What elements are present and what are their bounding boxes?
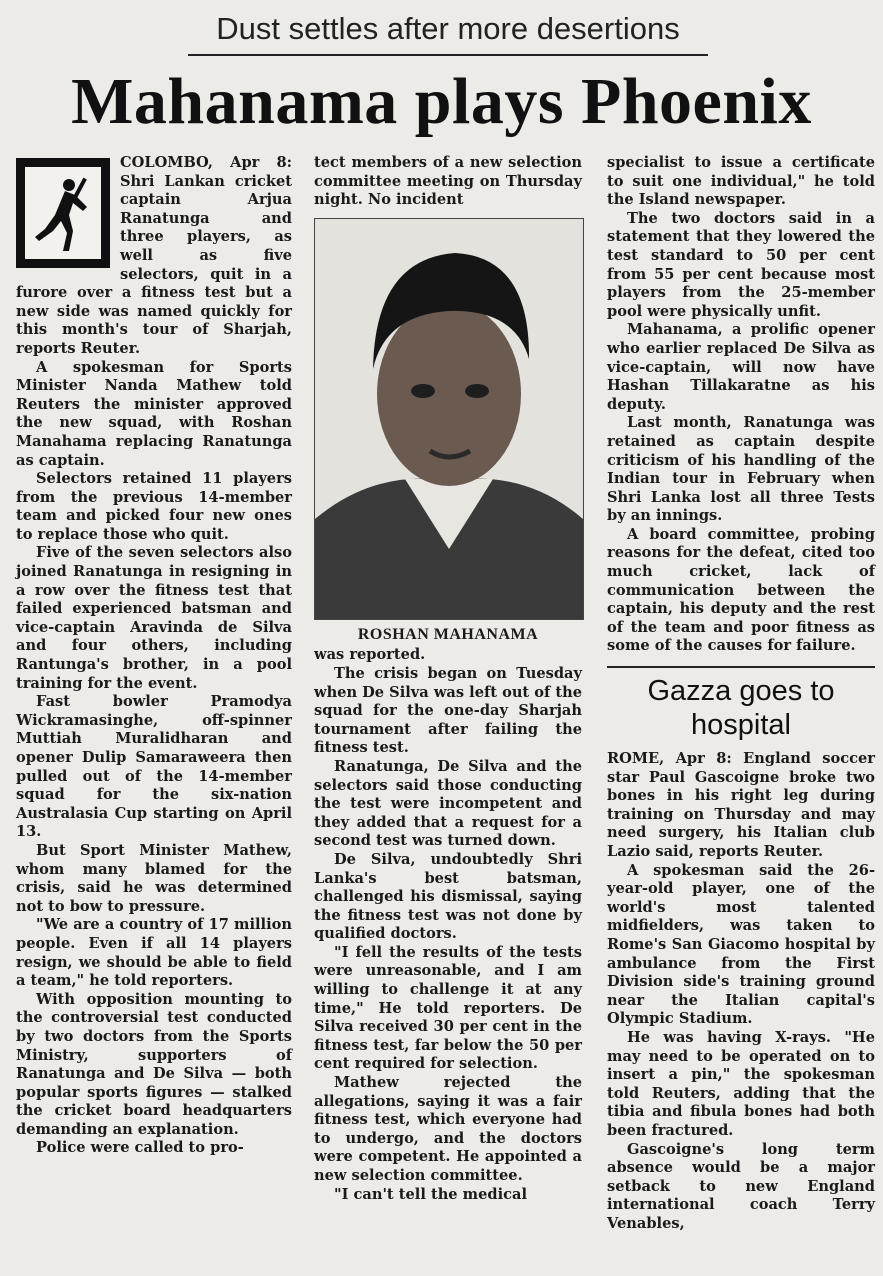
paragraph: With opposition mounting to the controversial test conducted by two doctors from the Sports Ministry, supporters of Ranatunga and De Silva — both popular sports figures — stalked the cricket board headquarters demanding an explanation. xyxy=(16,990,292,1138)
cricket-logo-icon xyxy=(16,158,110,268)
player-photo xyxy=(314,218,584,620)
paragraph: Fast bowler Pramodya Wickramasinghe, off-spinner Muttiah Muralidharan and opener Dulip Samaraweera then pulled out of the 14-member squad for the six-nation Australasia Cup starting on April 13. xyxy=(16,693,292,841)
paragraph: A spokesman for Sports Minister Nanda Mathew told Reuters the minister approved the new squad, with Roshan Manahama replacing Ranatunga as captain. xyxy=(16,358,292,469)
paragraph: Police were called to pro- xyxy=(36,1139,244,1157)
paragraph: COLOMBO, Apr 8: Shri Lankan cricket captain Arjua Ranatunga and three players, as well as five selectors, quit in a furore over a fitness test but a new side was named quickly for this month's tour of Sharjah, reports Reuter. xyxy=(16,154,292,357)
paragraph: "I fell the results of the tests were unreasonable, and I am willing to challenge it at any time," He told reporters. De Silva received 30 per cent in the fitness test, far below the 50 per cent required for selection. xyxy=(314,943,582,1073)
paragraph: The crisis began on Tuesday when De Silva was left out of the squad for the one-day Sharjah tournament after failing the fitness test. xyxy=(314,664,582,757)
paragraph: De Silva, undoubtedly Shri Lanka's best batsman, challenged his dismissal, saying the fitness test was not done by qualified doctors. xyxy=(314,850,582,943)
paragraph: tect members of a new selection committee meeting on Thursday night. No incident xyxy=(314,154,582,209)
paragraph: Five of the seven selectors also joined Ranatunga in resigning in a row over the fitness test that failed experienced batsman and vice-captain Aravinda de Silva and four others, including Rantunga's brother, in a pool training for the event. xyxy=(16,544,292,692)
paragraph: Last month, Ranatunga was retained as captain despite criticism of his handling of the Indian tour in February when Shri Lanka lost all three Tests by an innings. xyxy=(607,414,875,525)
paragraph: specialist to issue a certificate to suit one individual," he told the Island newspaper. xyxy=(607,154,875,209)
main-headline: Mahanama plays Phoenix xyxy=(71,65,812,138)
paragraph: The two doctors said in a statement that they lowered the test standard to 50 per cent from 55 per cent because most players from the 25-member pool were physically unfit. xyxy=(607,209,875,320)
paragraph: A board committee, probing reasons for the defeat, cited too much cricket, lack of communication between the captain, his deputy and the rest of the team and poor fitness as some of the causes for failure. xyxy=(607,525,875,655)
article-column-2 xyxy=(314,154,582,1204)
paragraph: "I can't tell the medical xyxy=(334,1185,528,1203)
article-column-3 xyxy=(607,154,875,1233)
paragraph: Mathew rejected the allegations, saying it was a fair fitness test, which everyone had to undergo, and the doctors were competent. He appointed a new selection committee. xyxy=(314,1074,582,1184)
paragraph: He was having X-rays. "He may need to be operated on to insert a pin," the spokesman told Reuters, adding that the tibia and fibula bones had both been fractured. xyxy=(607,1028,875,1139)
paragraph: ROME, Apr 8: England soccer star Paul Gascoigne broke two bones in his right leg during training on Thursday and may need surgery, his Italian club Lazio said, reports Reuter. xyxy=(607,750,875,860)
photo-caption: ROSHAN MAHANAMA xyxy=(357,625,539,643)
paragraph: A spokesman said the 26-year-old player, one of the world's most talented midfielders, was taken to Rome's San Giacomo hospital by ambulance from the First Division side's training ground near the Italian capital's Olympic Stadium. xyxy=(607,861,875,1028)
paragraph: was reported. xyxy=(314,646,426,664)
paragraph: Selectors retained 11 players from the previous 14-member team and picked four new ones to replace those who quit. xyxy=(16,470,292,543)
paragraph: Gascoigne's long term absence would be a major setback to new England international coach Terry Venables, xyxy=(607,1140,875,1232)
paragraph: Ranatunga, De Silva and the selectors said those conducting the test were incompetent and they added that a request for a second test was turned down. xyxy=(314,757,582,850)
secondary-headline: Gazza goes to hospital xyxy=(607,666,875,742)
article-column-1 xyxy=(16,154,292,1158)
paragraph: Mahanama, a prolific opener who earlier replaced De Silva as vice-captain, will now have Hashan Tillakaratne as his deputy. xyxy=(607,321,875,413)
kicker-headline: Dust settles after more desertions xyxy=(188,8,708,56)
paragraph: But Sport Minister Mathew, whom many blamed for the crisis, said he was determined not to bow to pressure. xyxy=(16,841,292,915)
paragraph: "We are a country of 17 million people. Even if all 14 players resign, we should be able to field a team," he told reporters. xyxy=(16,916,292,990)
